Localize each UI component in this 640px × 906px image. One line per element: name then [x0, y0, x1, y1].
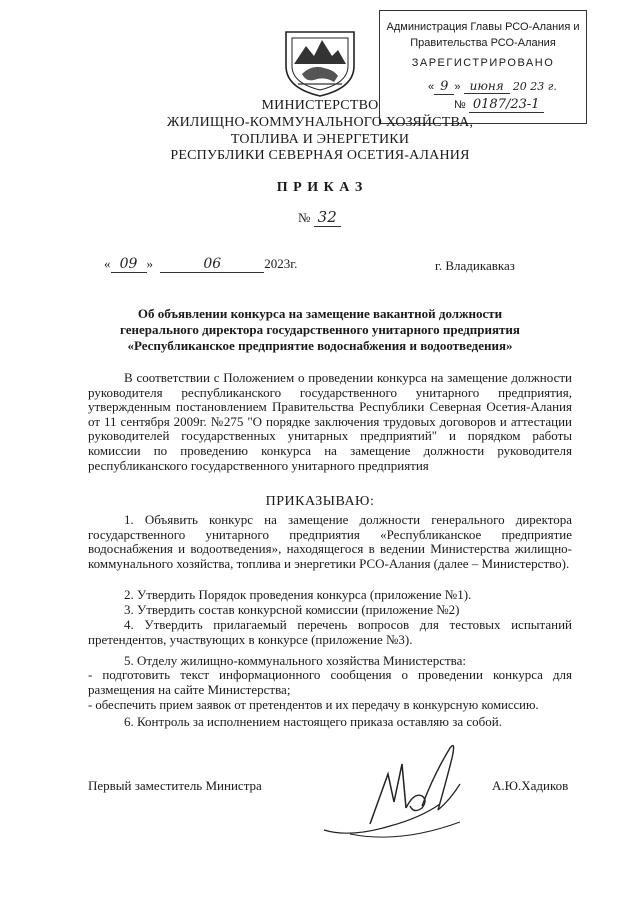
document-title: П Р И К А З: [276, 180, 364, 195]
stamp-number-label: №: [454, 99, 466, 111]
preamble-paragraph: В соответствии с Положением о проведении конкурса на замещение должности руководителя республиканского государственного унитарного предприятия, утвержденным постановлением Правительства Республики Северная Осетия-Алания от 11 сентября 2009г. №275 "О порядке заключения трудовых договоров и аттестации руководителей государственных унитарных предприятий" и порядком работы комиссии по проведению конкурса на замещение должности руководителя республиканского государственного унитарного предприятия: [88, 370, 572, 473]
order-item-3: 3. Утвердить состав конкурсной комиссии (приложение №2): [124, 602, 460, 617]
ministry-name-line-1: МИНИСТЕРСТВО: [261, 98, 379, 113]
order-date-year: 2023г.: [264, 256, 298, 271]
ministry-name-line-4: РЕСПУБЛИКИ СЕВЕРНАЯ ОСЕТИЯ-АЛАНИЯ: [170, 148, 470, 163]
stamp-registered: ЗАРЕГИСТРИРОВАНО: [411, 57, 555, 69]
handwritten-signature: [310, 734, 490, 844]
subject-line-1: Об объявлении конкурса на замещение вакантной должности: [137, 306, 503, 321]
stamp-line-2: Правительства РСО-Алания: [410, 37, 556, 49]
orders-heading: ПРИКАЗЫВАЮ:: [265, 494, 375, 509]
stamp-date-day: 9: [434, 79, 454, 95]
coat-of-arms-emblem: [278, 26, 362, 98]
order-date-month: 06: [160, 256, 264, 273]
order-date-open: «: [104, 256, 111, 271]
order-item-5: 5. Отделу жилищно-коммунального хозяйства Министерства:: [124, 653, 466, 668]
stamp-number-value: 0187/23-1: [469, 97, 544, 113]
order-city: г. Владикавказ: [435, 258, 515, 273]
subject-line-3: «Республиканское предприятие водоснабжения и водоотведения»: [127, 338, 513, 353]
order-date: [104, 256, 297, 273]
stamp-line-1: Администрация Главы РСО-Алания и: [386, 21, 580, 33]
order-number-label: №: [298, 210, 311, 225]
order-item-5a: - подготовить текст информационного сообщения о проведении конкурса для размещения на сайте Министерства;: [88, 667, 572, 697]
signatory-position: Первый заместитель Министра: [88, 778, 262, 793]
order-item-4: 4. Утвердить прилагаемый перечень вопросов для тестовых испытаний претендентов, участвующих в конкурсе (приложение №3).: [88, 617, 572, 647]
stamp-date-open: «: [428, 81, 435, 93]
order-item-6: 6. Контроль за исполнением настоящего приказа оставляю за собой.: [124, 714, 502, 729]
ministry-name-line-2: ЖИЛИЩНО-КОММУНАЛЬНОГО ХОЗЯЙСТВА,: [166, 115, 474, 130]
order-date-close: »: [146, 256, 153, 271]
stamp-date-month: июня: [464, 79, 510, 94]
stamp-date-close: »: [454, 81, 461, 93]
order-item-5b: - обеспечить прием заявок от претендентов и их передачу в конкурсную комиссию.: [88, 698, 539, 712]
order-number-value: 32: [314, 208, 341, 227]
order-item-2: 2. Утвердить Порядок проведения конкурса (приложение №1).: [124, 587, 472, 602]
stamp-date-year: 20 23 г.: [512, 80, 557, 93]
subject-line-2: генерального директора государственного унитарного предприятия: [120, 322, 520, 337]
order-number: [298, 208, 341, 226]
stamp-date: [428, 79, 557, 94]
order-item-1: 1. Объявить конкурс на замещение должности генерального директора государственного унитарного предприятия «Республиканское предприятие водоснабжения и водоотведения», находящегося в ведении Министерства жилищно-коммунального хозяйства, топлива и энергетики РСО-Алания (далее – Министерство).: [88, 512, 572, 571]
order-date-day: 09: [111, 256, 147, 273]
ministry-name-line-3: ТОПЛИВА И ЭНЕРГЕТИКИ: [230, 132, 410, 147]
signatory-name: А.Ю.Хадиков: [492, 778, 569, 793]
